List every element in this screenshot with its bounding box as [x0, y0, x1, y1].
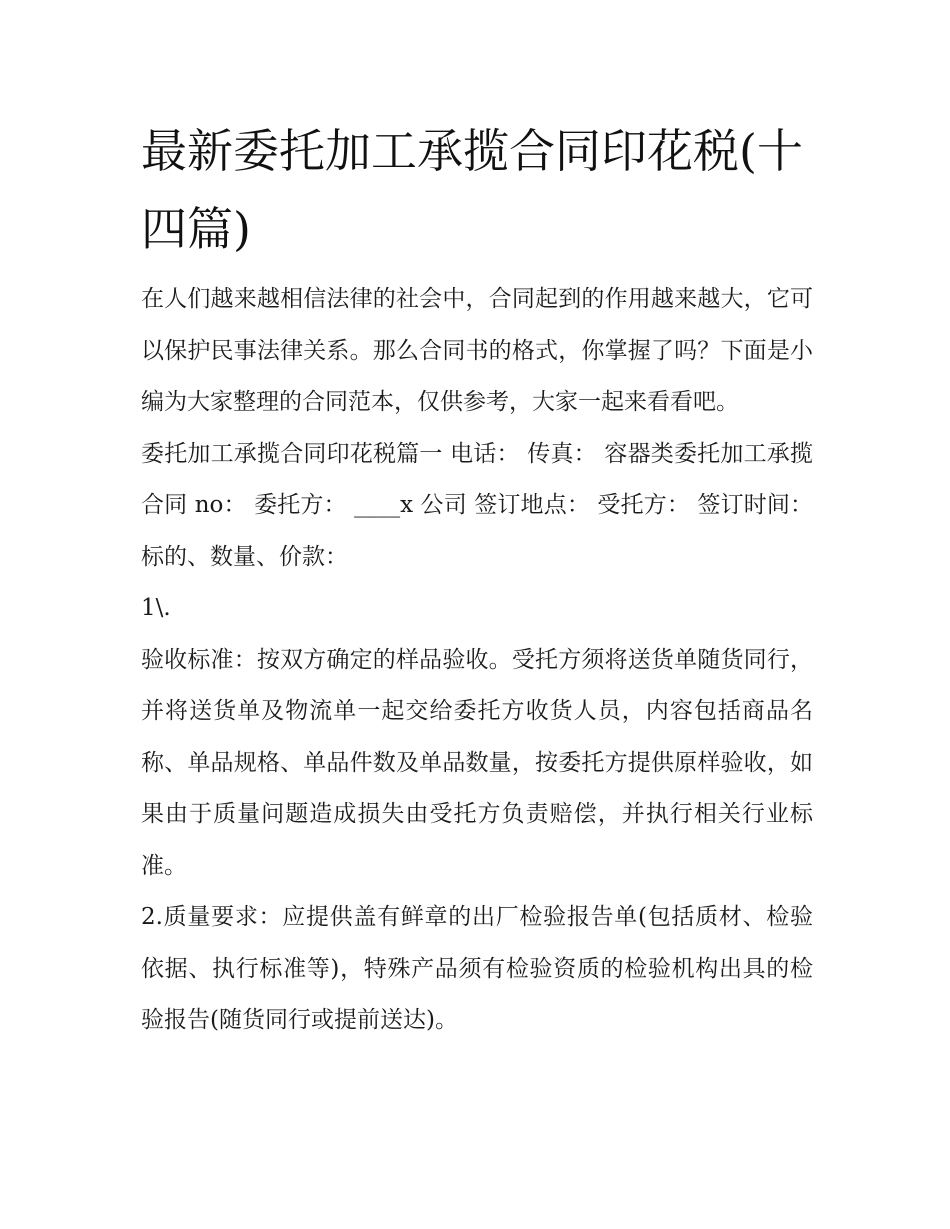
intro-paragraph: 在人们越来越相信法律的社会中，合同起到的作用越来越大，它可以保护民事法律关系。那么合同书的格式，你掌握了吗？下面是小编为大家整理的合同范本，仅供参考，大家一起来看看吧。	[141, 286, 813, 415]
item-number-paragraph: 1\.	[141, 595, 171, 621]
document-content	[141, 112, 813, 1047]
quality-requirement-paragraph: 2.质量要求：应提供盖有鲜章的出厂检验报告单(包括质材、检验依据、执行标准等)，特殊产品须有检验资质的检验机构出具的检验报告(随货同行或提前送达)。	[141, 904, 813, 1033]
contract-header-paragraph: 委托加工承揽合同印花税篇一 电话： 传真： 容器类委托加工承揽合同 no： 委托方： ____x 公司 签订地点： 受托方： 签订时间： 标的、数量、价款：	[141, 440, 813, 570]
document-body	[141, 274, 813, 1047]
acceptance-standard-paragraph: 验收标准：按双方确定的样品验收。受托方须将送货单随货同行，并将送货单及物流单一起交给委托方收货人员，内容包括商品名称、单品规格、单品件数及单品数量，按委托方提供原样验收，如果由于质量问题造成损失由受托方负责赔偿，并执行相关行业标准。	[141, 646, 813, 879]
document-title: 最新委托加工承揽合同印花税(十四篇)	[141, 124, 803, 256]
